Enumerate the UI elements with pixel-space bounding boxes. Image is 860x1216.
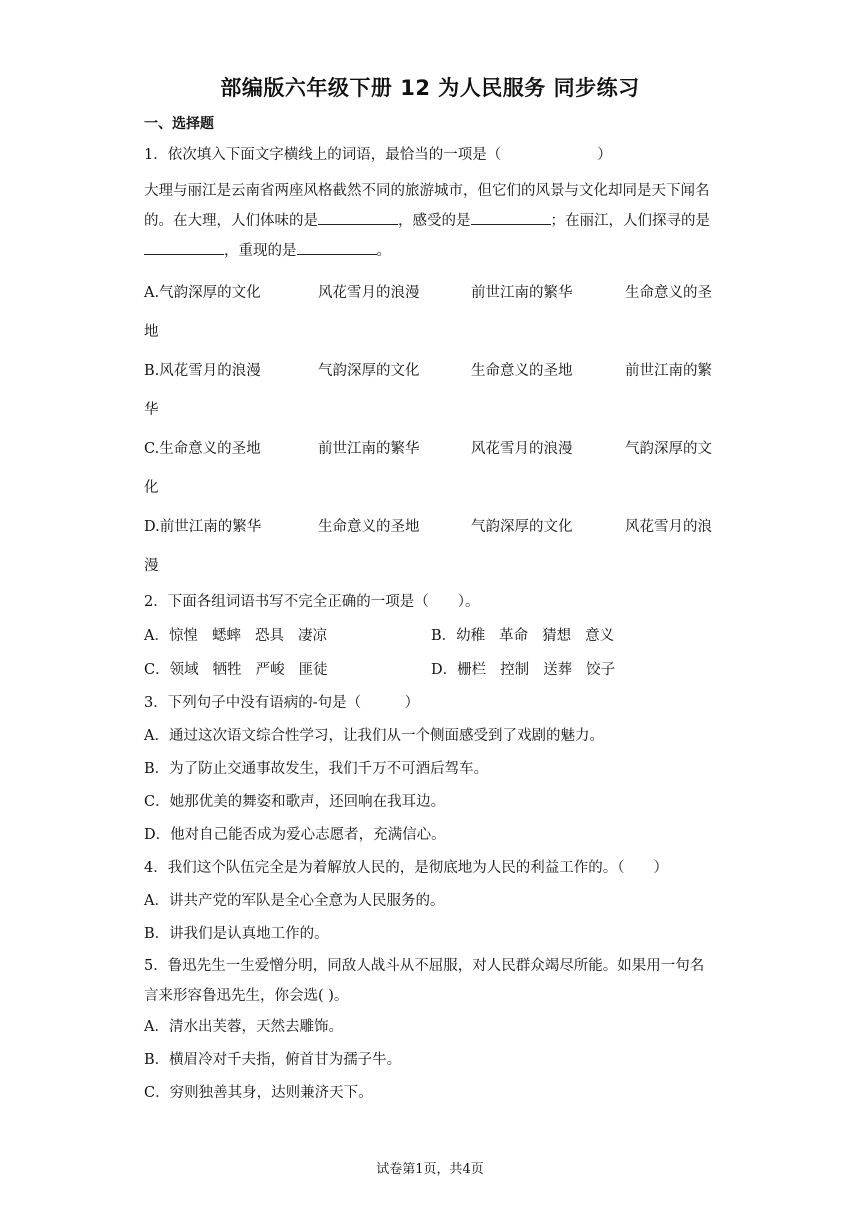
option-item: 风花雪月的浪漫 xyxy=(471,441,573,457)
option-item: 前世江南的繁华 xyxy=(471,285,573,301)
page-title: 部编版六年级下册 12 为人民服务 同步练习 xyxy=(220,76,640,100)
question-3-option-a[interactable]: A．通过这次语文综合性学习，让我们从一个侧面感受到了戏剧的魅力。 xyxy=(144,728,604,744)
question-1-passage xyxy=(144,176,718,266)
option-item: 前世江南的繁华 xyxy=(159,519,262,535)
passage-text-e: 。 xyxy=(376,243,391,259)
question-5-option-b[interactable]: B．横眉冷对千夫指，俯首甘为孺子牛。 xyxy=(144,1052,402,1068)
question-2-options-row-1 xyxy=(144,619,718,653)
option-label: C. xyxy=(144,441,160,457)
blank-4[interactable] xyxy=(297,238,377,255)
option-word: 饺子 xyxy=(586,662,616,678)
question-2 xyxy=(144,586,718,687)
question-2-option-d[interactable] xyxy=(431,653,718,687)
passage-text-c: ；在丽江，人们探寻的是 xyxy=(550,213,710,229)
option-label: D． xyxy=(431,662,458,678)
option-item: 风花雪月的浪 xyxy=(625,519,712,535)
option-wrap: 地 xyxy=(144,324,159,340)
option-item: 气韵深厚的文化 xyxy=(471,519,573,535)
question-1 xyxy=(144,140,718,586)
option-word: 领域 xyxy=(169,662,199,678)
question-1-stem-end: ） xyxy=(597,147,612,163)
option-word: 幼稚 xyxy=(456,628,486,644)
option-item: 气韵深厚的文化 xyxy=(159,285,261,301)
option-item: 生命意义的圣地 xyxy=(471,363,573,379)
question-2-option-b[interactable] xyxy=(431,619,718,653)
question-1-option-d[interactable] xyxy=(144,508,718,586)
question-1-stem-text: 1．依次填入下面文字横线上的词语，最恰当的一项是（ xyxy=(144,147,502,163)
question-2-options-row-2 xyxy=(144,653,718,687)
page-footer: 试卷第1页，共4页 xyxy=(376,1162,484,1177)
question-5-stem: 5．鲁迅先生一生爱憎分明，同敌人战斗从不屈服，对人民群众竭尽所能。如果用一句名言来形容鲁迅先生，你会选( )。 xyxy=(144,958,705,1004)
option-item: 生命意义的圣地 xyxy=(318,519,420,535)
option-wrap: 华 xyxy=(144,402,159,418)
blank-1[interactable] xyxy=(318,208,398,225)
option-word: 匪徒 xyxy=(298,662,328,678)
option-label: B. xyxy=(144,363,160,379)
section-heading: 一、选择题 xyxy=(144,116,214,132)
option-word: 猜想 xyxy=(542,628,572,644)
option-item: 前世江南的繁华 xyxy=(318,441,420,457)
option-word: 送葬 xyxy=(543,662,573,678)
option-word: 意义 xyxy=(585,628,615,644)
option-item: 生命意义的圣地 xyxy=(159,441,261,457)
question-1-option-a[interactable] xyxy=(144,274,718,352)
question-2-option-c[interactable] xyxy=(144,653,431,687)
blank-2[interactable] xyxy=(471,208,551,225)
option-word: 牺牲 xyxy=(212,662,242,678)
question-5-option-c[interactable]: C．穷则独善其身，达则兼济天下。 xyxy=(144,1085,373,1101)
question-3-option-d[interactable]: D．他对自己能否成为爱心志愿者，充满信心。 xyxy=(144,827,446,843)
question-4 xyxy=(144,852,718,951)
option-word: 栅栏 xyxy=(457,662,487,678)
blank-3[interactable] xyxy=(144,238,224,255)
option-wrap: 化 xyxy=(144,480,159,496)
question-3-option-b[interactable]: B．为了防止交通事故发生，我们千万不可酒后驾车。 xyxy=(144,761,489,777)
question-5-option-a[interactable]: A．清水出芙蓉，天然去雕饰。 xyxy=(144,1019,343,1035)
question-1-stem xyxy=(144,140,718,170)
option-item: 风花雪月的浪漫 xyxy=(159,363,261,379)
option-word: 控制 xyxy=(500,662,530,678)
option-item: 气韵深厚的文化 xyxy=(318,363,420,379)
option-word: 凄凉 xyxy=(297,628,327,644)
option-label: B． xyxy=(431,628,457,644)
question-list xyxy=(144,140,718,1110)
question-3-option-c[interactable]: C．她那优美的舞姿和歌声，还回响在我耳边。 xyxy=(144,794,446,810)
question-1-options xyxy=(144,274,718,586)
option-word: 严峻 xyxy=(255,662,285,678)
passage-text-d: ，重现的是 xyxy=(224,243,297,259)
question-1-option-b[interactable] xyxy=(144,352,718,430)
option-label: C． xyxy=(144,662,170,678)
option-word: 恐具 xyxy=(254,628,284,644)
passage-text-b: ，感受的是 xyxy=(398,213,471,229)
question-4-option-b[interactable]: B．讲我们是认真地工作的。 xyxy=(144,926,329,942)
option-label: A. xyxy=(144,285,160,301)
question-4-stem: 4．我们这个队伍完全是为着解放人民的，是彻底地为人民的利益工作的。（ ） xyxy=(144,860,668,876)
option-item: 生命意义的圣 xyxy=(625,285,712,301)
question-4-option-a[interactable]: A．讲共产党的军队是全心全意为人民服务的。 xyxy=(144,893,445,909)
question-3-stem: 3．下列句子中没有语病的-句是（ ） xyxy=(144,695,420,711)
option-label: A． xyxy=(144,628,169,644)
option-wrap: 漫 xyxy=(144,558,159,574)
question-5 xyxy=(144,951,718,1110)
question-2-option-a[interactable] xyxy=(144,619,431,653)
option-item: 风花雪月的浪漫 xyxy=(318,285,420,301)
question-2-stem: 2．下面各组词语书写不完全正确的一项是（ ）。 xyxy=(144,594,480,610)
passage-text-a: 大理与丽江是云南省两座风格截然不同的旅游城市，但它们的风景与文化却同是天下闻名的。在大理，人们体味的是 xyxy=(144,183,710,229)
option-word: 惊惶 xyxy=(168,628,198,644)
option-word: 革命 xyxy=(499,628,529,644)
option-label: D. xyxy=(144,519,160,535)
question-1-option-c[interactable] xyxy=(144,430,718,508)
option-item: 前世江南的繁 xyxy=(625,363,712,379)
question-3 xyxy=(144,687,718,852)
option-item: 气韵深厚的文 xyxy=(625,441,712,457)
option-word: 蟋蟀 xyxy=(211,628,241,644)
